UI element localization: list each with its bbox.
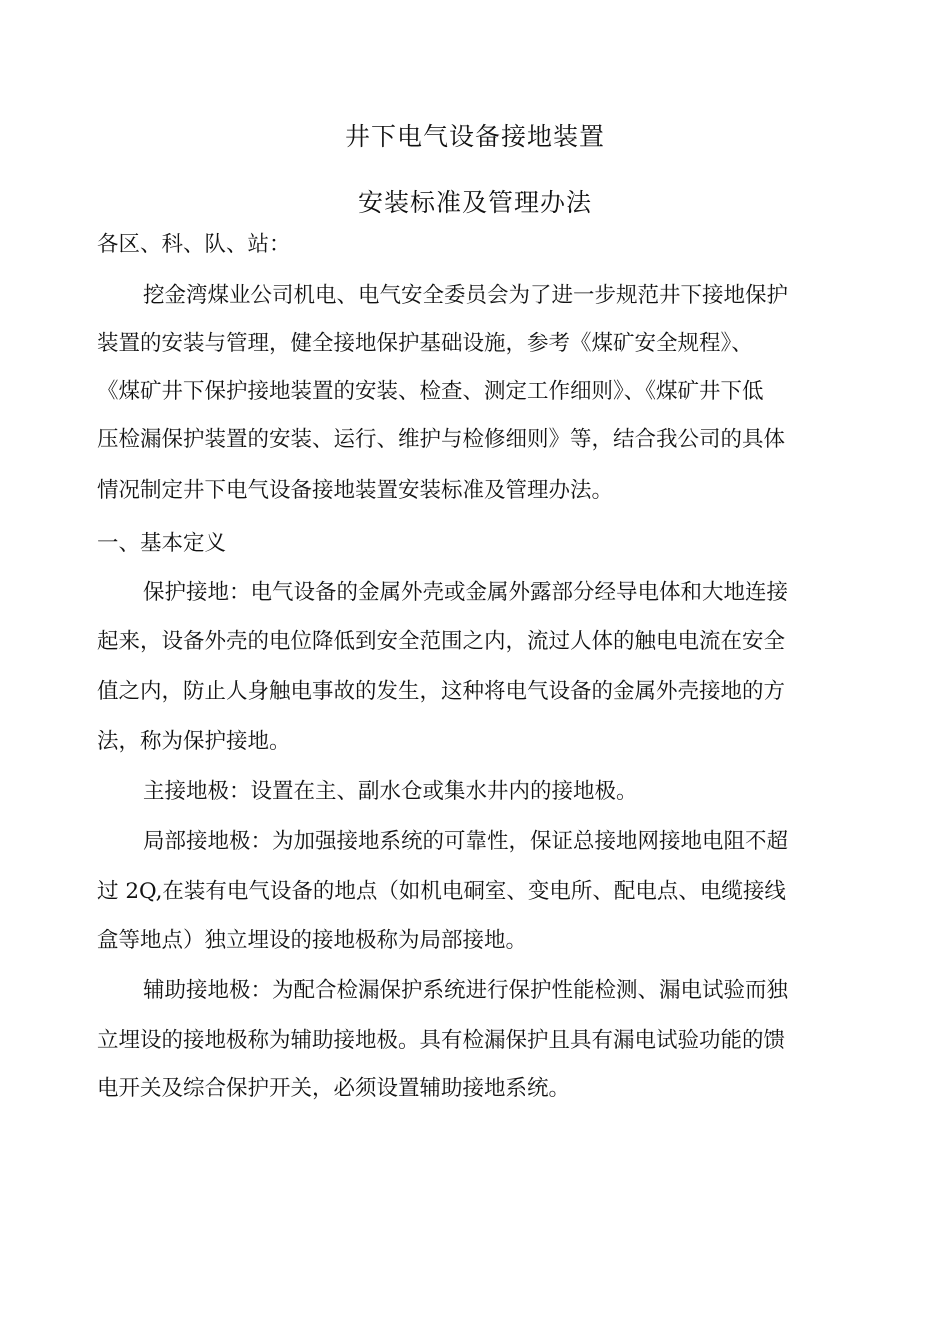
intro-line: 挖金湾煤业公司机电、电气安全委员会为了进一步规范井下接地保护 bbox=[143, 283, 789, 308]
intro-line: 情况制定井下电气设备接地装置安装标准及管理办法。 bbox=[97, 478, 614, 503]
document-title-line2: 安装标准及管理办法 bbox=[357, 188, 592, 217]
salutation: 各区、科、队、站： bbox=[97, 232, 291, 257]
definition-line: 立埋设的接地极称为辅助接地极。具有检漏保护且具有漏电试验功能的馈 bbox=[97, 1028, 786, 1053]
intro-line: 装置的安装与管理，健全接地保护基础设施，参考《煤矿安全规程》、 bbox=[97, 331, 753, 356]
definition-line: 保护接地：电气设备的金属外壳或金属外露部分经导电体和大地连接 bbox=[143, 580, 789, 605]
intro-line: 《煤矿井下保护接地装置的安装、检查、测定工作细则》、《煤矿井下低 bbox=[97, 379, 764, 404]
definition-line: 局部接地极：为加强接地系统的可靠性，保证总接地网接地电阻不超 bbox=[143, 829, 789, 854]
definition-line: 电开关及综合保护开关，必须设置辅助接地系统。 bbox=[97, 1076, 571, 1101]
definition-line: 辅助接地极：为配合检漏保护系统进行保护性能检测、漏电试验而独 bbox=[143, 978, 789, 1003]
definition-line: 主接地极：设置在主、副水仓或集水井内的接地极。 bbox=[143, 779, 638, 804]
definition-line: 盒等地点）独立埋设的接地极称为局部接地。 bbox=[97, 928, 528, 953]
intro-line: 压检漏保护装置的安装、运行、维护与检修细则》等，结合我公司的具体 bbox=[97, 427, 786, 452]
definition-line: 值之内，防止人身触电事故的发生，这种将电气设备的金属外壳接地的方 bbox=[97, 679, 786, 704]
definition-line: 法，称为保护接地。 bbox=[97, 729, 291, 754]
section-heading: 一、基本定义 bbox=[97, 531, 227, 556]
definition-line: 过 2Q,在装有电气设备的地点（如机电硐室、变电所、配电点、电缆接线 bbox=[97, 879, 786, 904]
document-title-line1: 井下电气设备接地装置 bbox=[344, 122, 605, 151]
definition-line: 起来，设备外壳的电位降低到安全范围之内，流过人体的触电电流在安全 bbox=[97, 629, 786, 654]
